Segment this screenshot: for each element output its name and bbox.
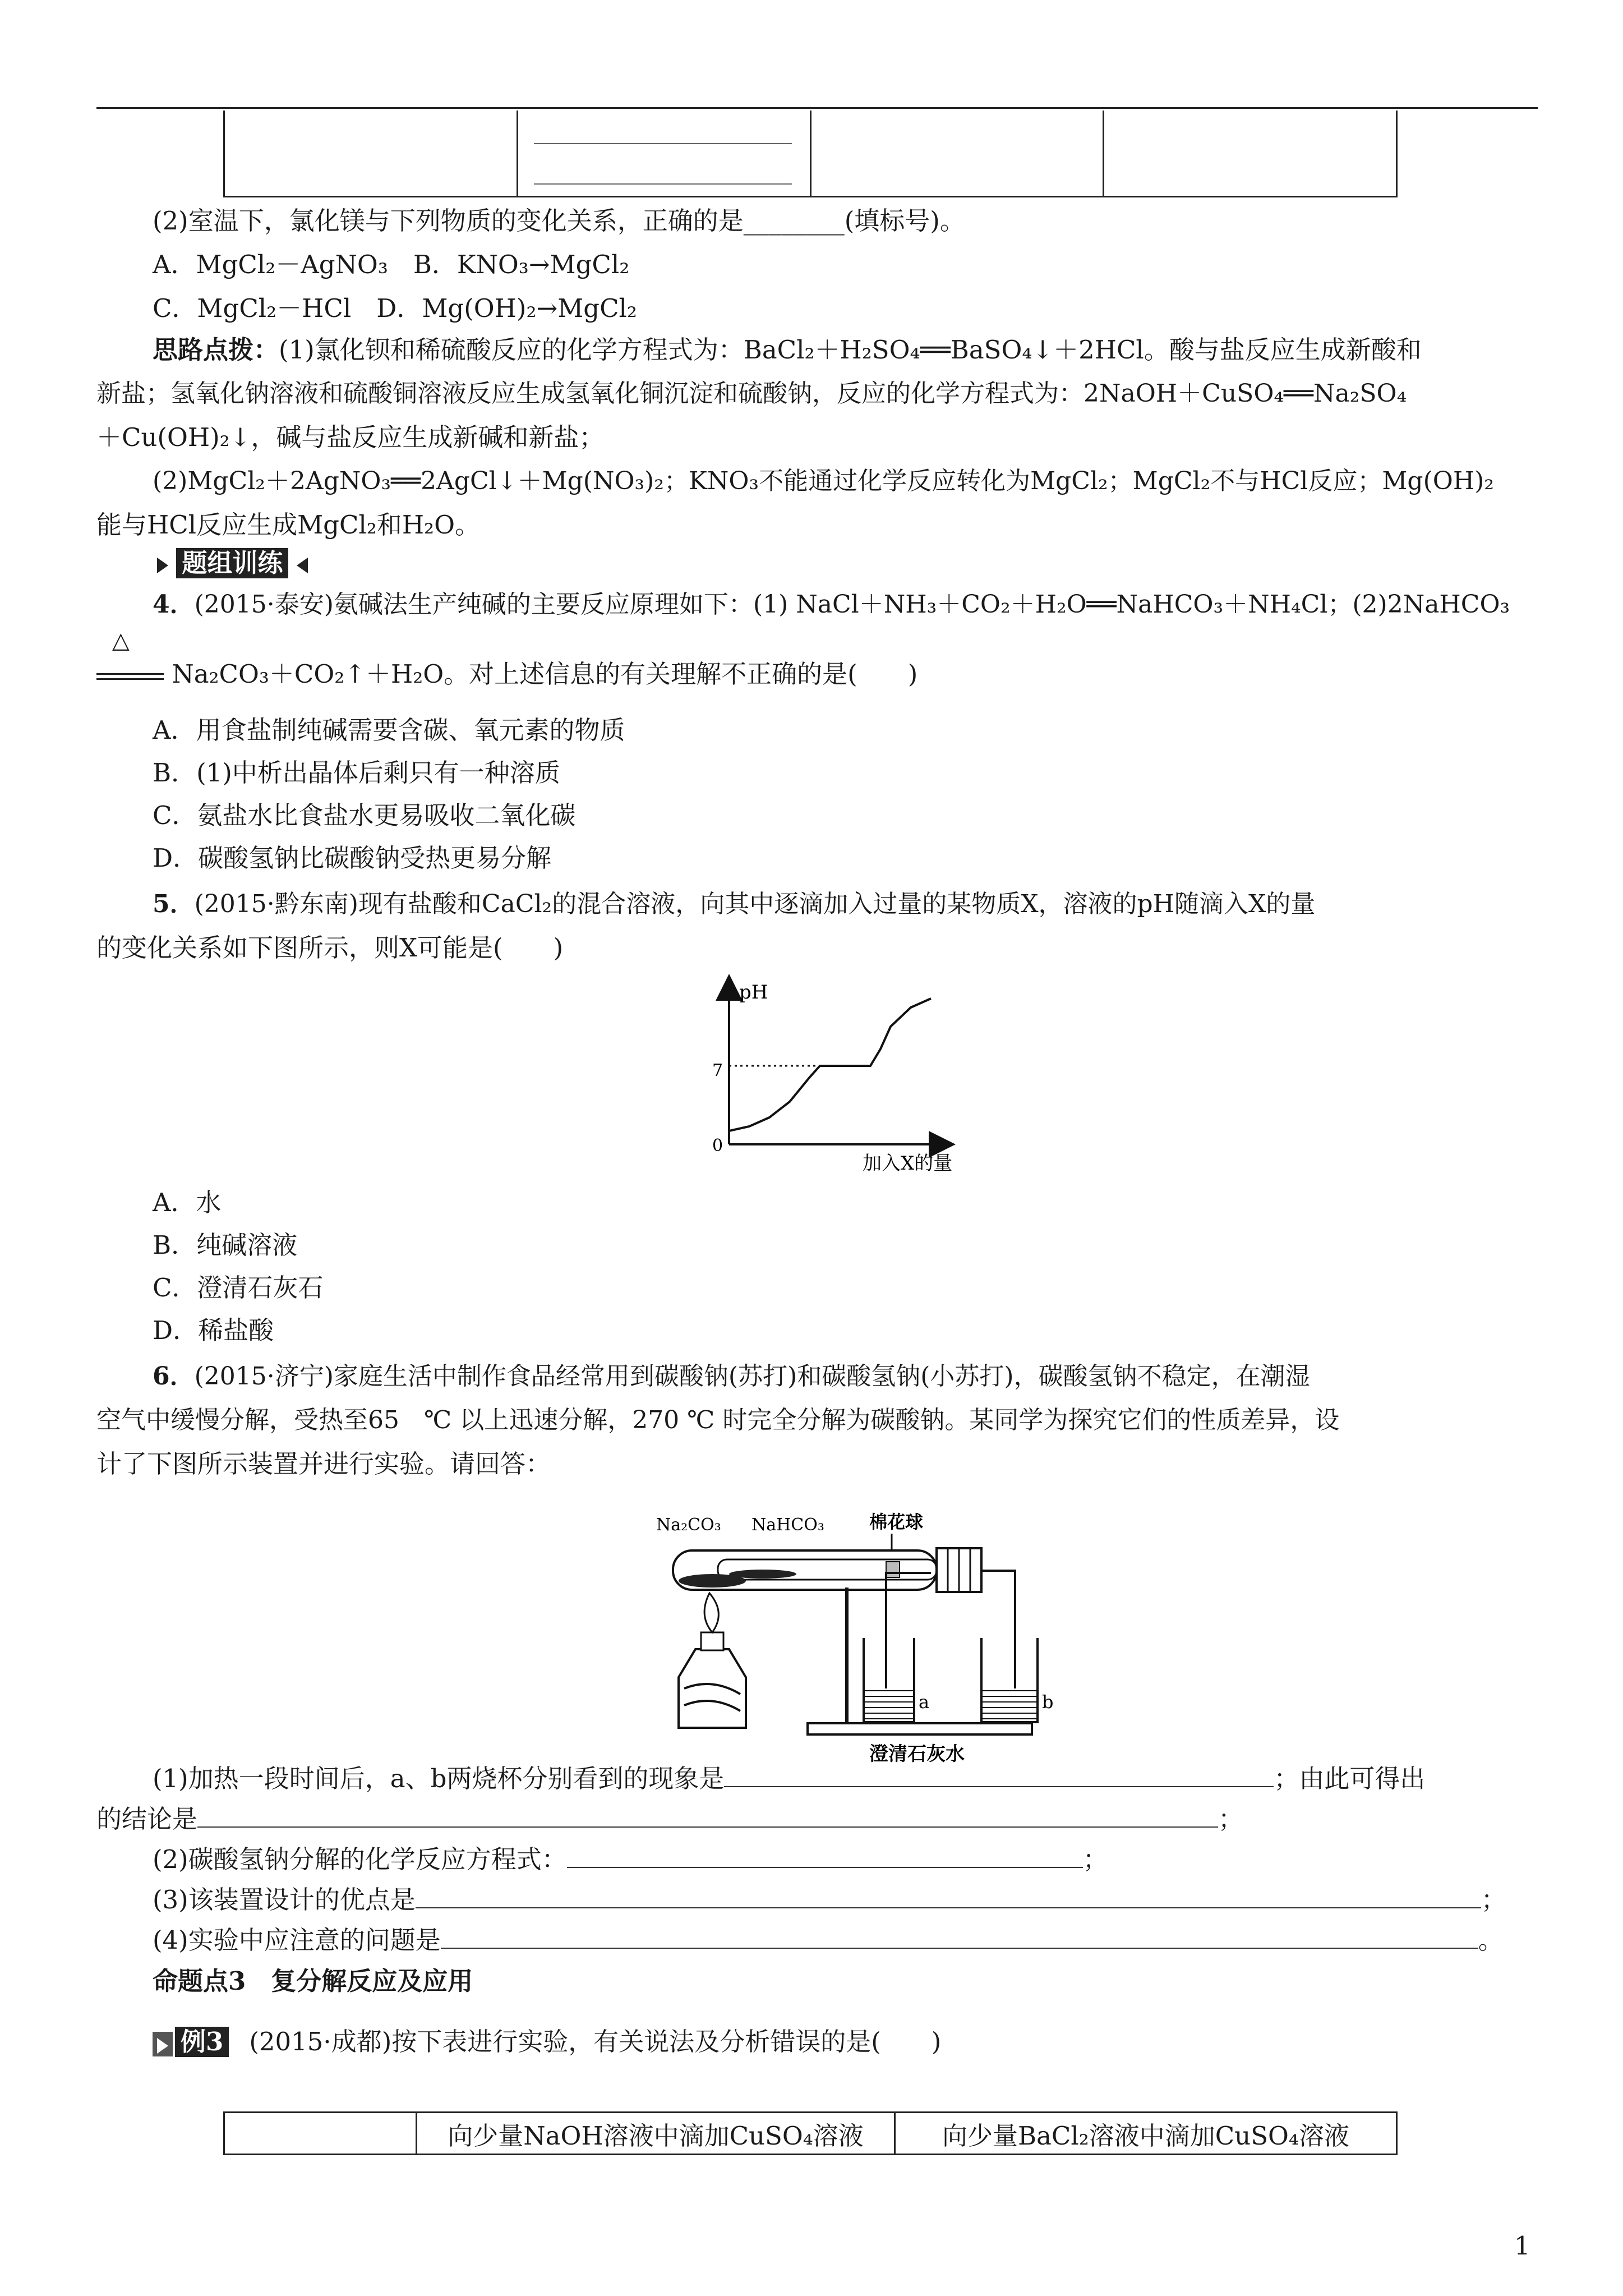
- answer-blank-line: [534, 183, 792, 185]
- q4-option-a: A．用食盐制纯碱需要含碳、氧元素的物质: [153, 715, 625, 745]
- arrow-right-icon: [153, 2032, 173, 2056]
- limewater-a: [865, 1688, 913, 1721]
- answer-blank-1a[interactable]: [724, 1760, 1274, 1787]
- top-table-cell-4: [1104, 111, 1397, 197]
- q5-option-d: D．稀盐酸: [153, 1315, 274, 1345]
- reaction-equals-sign: [96, 673, 164, 680]
- label-b: b: [1042, 1691, 1054, 1713]
- top-table-cell-3: [810, 111, 1104, 197]
- q6-sub4: (4)实验中应注意的问题是 。: [153, 1922, 1504, 1957]
- page-number: 1: [1514, 2231, 1530, 2261]
- top-table-cell-2: [517, 111, 810, 197]
- analysis-label: 思路点拨：: [153, 335, 279, 365]
- analysis-line-4: (2)MgCl₂＋2AgNO₃══2AgCl↓＋Mg(NO₃)₂；KNO₃不能通过化学反应转化为MgCl₂；MgCl₂不与HCl反应；Mg(OH)₂: [153, 467, 1495, 495]
- analysis-line-5: 能与HCl反应生成MgCl₂和H₂O。: [96, 510, 480, 540]
- example-3: 例3 (2015·成都)按下表进行实验，有关说法及分析错误的是( ): [153, 2025, 941, 2059]
- q2-stem: (2)室温下，氯化镁与下列物质的变化关系，正确的是________(填标号)。: [153, 206, 965, 236]
- top-table-fragment: [223, 111, 1398, 197]
- table-cell-empty: [224, 2113, 417, 2155]
- q5-option-b: B．纯碱溶液: [153, 1230, 298, 1260]
- q6-sub1-line-1: (1)加热一段时间后，a、b两烧杯分别看到的现象是 ；由此可得出: [153, 1760, 1425, 1796]
- ph-curve: [729, 999, 931, 1131]
- q5-line-2: 的变化关系如下图所示，则X可能是( ): [96, 933, 564, 963]
- top-table-cell-1: [224, 111, 518, 197]
- answer-blank-1b[interactable]: [197, 1801, 1218, 1828]
- delivery-tube-b: [981, 1571, 1015, 1705]
- lamp-flame: [704, 1593, 718, 1632]
- label-nahco3: NaHCO₃: [751, 1515, 824, 1535]
- heat-delta-symbol: △: [112, 628, 130, 654]
- cotton-ball: [886, 1562, 900, 1577]
- arrow-right-icon: [157, 558, 168, 573]
- answer-blank-4[interactable]: [441, 1922, 1478, 1949]
- answer-blank-2[interactable]: [567, 1841, 1083, 1868]
- table-row: [224, 2113, 1397, 2155]
- table-header-naoh: 向少量NaOH溶液中滴加CuSO₄溶液: [417, 2113, 895, 2155]
- q6-sub1-line-2: 的结论是 ；: [96, 1801, 1243, 1836]
- q6-line-1: 6．(2015·济宁)家庭生活中制作食品经常用到碳酸钠(苏打)和碳酸氢钠(小苏打)，碳酸氢钠不稳定，在潮湿: [153, 1362, 1310, 1391]
- y-tick-7: 7: [712, 1061, 723, 1080]
- delivery-tube-a: [886, 1573, 931, 1705]
- section-tag: 题组训练: [157, 546, 308, 580]
- answer-blank-3[interactable]: [416, 1881, 1481, 1908]
- q4-line-1: 4．(2015·泰安)氨碱法生产纯碱的主要反应原理如下：(1) NaCl＋NH₃＋CO₂＋H₂O══NaHCO₃＋NH₄Cl；(2)2NaHCO₃: [153, 590, 1510, 619]
- analysis-line-3: ＋Cu(OH)₂↓，碱与盐反应生成新碱和新盐；: [96, 422, 605, 452]
- limewater-b: [983, 1688, 1036, 1721]
- stand-base: [808, 1723, 1032, 1734]
- arrow-left-icon: [297, 558, 308, 573]
- label-limewater: 澄清石灰水: [869, 1743, 965, 1765]
- q5-line-1: 5．(2015·黔东南)现有盐酸和CaCl₂的混合溶液，向其中逐滴加入过量的某物质X，溶液的pH随滴入X的量: [153, 890, 1316, 918]
- label-cotton: 棉花球: [869, 1511, 924, 1533]
- q6-sub3: (3)该装置设计的优点是 ；: [153, 1881, 1506, 1917]
- x-axis-label: 加入X的量: [863, 1152, 953, 1175]
- label-a: a: [919, 1691, 930, 1713]
- q5-option-c: C．澄清石灰石: [153, 1273, 324, 1303]
- q4-option-b: B．(1)中析出晶体后剩只有一种溶质: [153, 758, 560, 788]
- answer-blank-line: [534, 143, 792, 144]
- y-axis-label: pH: [739, 981, 768, 1004]
- q4-option-c: C．氨盐水比食盐水更易吸收二氧化碳: [153, 800, 576, 830]
- section-heading-3: 命题点3 复分解反应及应用: [153, 1966, 473, 1996]
- nahco3-powder: [729, 1570, 796, 1579]
- q6-line-3: 计了下图所示装置并进行实验。请回答：: [96, 1449, 551, 1479]
- q6-sub2: (2)碳酸氢钠分解的化学反应方程式： ；: [153, 1841, 1108, 1876]
- q5-option-a: A．水: [153, 1188, 222, 1217]
- q6-line-2: 空气中缓慢分解，受热至65 ℃ 以上迅速分解，270 ℃ 时完全分解为碳酸钠。某同学为探究它们的性质差异，设: [96, 1406, 1340, 1434]
- q2-options-cd: C．MgCl₂－HCl D．Mg(OH)₂→MgCl₂: [153, 293, 637, 323]
- analysis-line-2: 新盐；氢氧化钠溶液和硫酸铜溶液反应生成氢氧化铜沉淀和硫酸钠，反应的化学方程式为：2NaOH＋CuSO₄══Na₂SO₄: [96, 379, 1407, 408]
- q4-line-2: Na₂CO₃＋CO₂↑＋H₂O。对上述信息的有关理解不正确的是( ): [96, 657, 917, 691]
- y-tick-0: 0: [712, 1136, 723, 1156]
- apparatus-figure: [645, 1503, 1054, 1765]
- table-header-bacl2: 向少量BaCl₂溶液中滴加CuSO₄溶液: [895, 2113, 1397, 2155]
- experiment-table: [223, 2111, 1398, 2155]
- alcohol-lamp: [679, 1649, 746, 1728]
- q2-options-ab: A．MgCl₂－AgNO₃ B．KNO₃→MgCl₂: [153, 250, 630, 279]
- ph-chart: [707, 976, 976, 1184]
- label-na2co3: Na₂CO₃: [656, 1515, 721, 1535]
- q4-option-d: D．碳酸氢钠比碳酸钠受热更易分解: [153, 843, 552, 873]
- analysis-line-1: 思路点拨：(1)氯化钡和稀硫酸反应的化学方程式为：BaCl₂＋H₂SO₄══BaSO₄↓＋2HCl。酸与盐反应生成新酸和: [153, 335, 1422, 365]
- header-rule: [96, 107, 1538, 109]
